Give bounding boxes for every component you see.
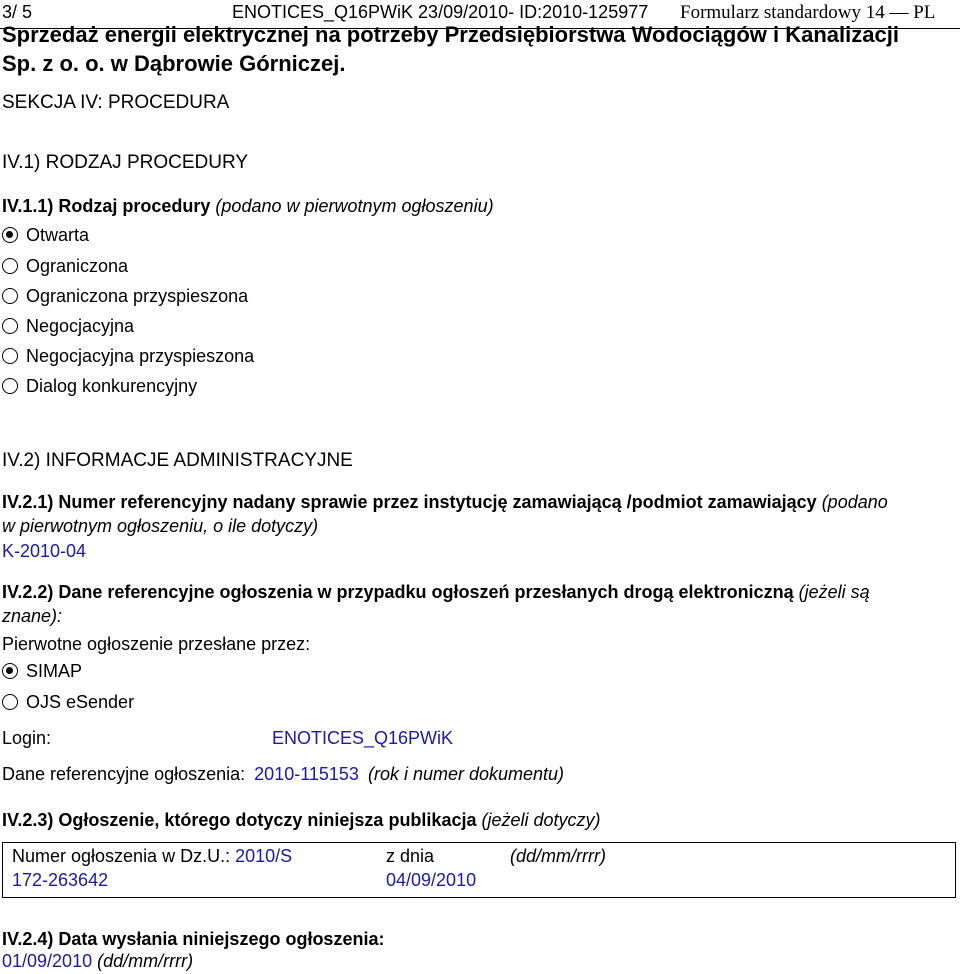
radio-selected-icon — [2, 227, 18, 243]
iv2-3-label: IV.2.3) Ogłoszenie, którego dotyczy niniejsza publikacja — [2, 810, 477, 830]
procedure-option-label: Ograniczona przyspieszona — [26, 286, 249, 306]
iv2-1-note: (podano — [821, 492, 888, 512]
sent-by-option-label: SIMAP — [26, 661, 83, 681]
procedure-option — [2, 316, 134, 337]
procedure-option-label: Otwarta — [26, 225, 90, 245]
procedure-option-label: Negocjacyjna przyspieszona — [26, 346, 255, 366]
procedure-option — [2, 225, 89, 246]
procedure-option — [2, 346, 254, 367]
ojeu-number-value: 2010/S — [235, 846, 293, 866]
date-value: 04/09/2010 — [386, 870, 477, 890]
iv2-3-note: (jeżeli dotyczy) — [481, 810, 601, 830]
radio-empty-icon — [2, 258, 18, 274]
radio-empty-icon — [2, 694, 18, 710]
notice-ref-value: 2010-115153 — [254, 764, 359, 784]
iv2-2-note: (jeżeli są — [798, 582, 870, 602]
radio-empty-icon — [2, 318, 18, 334]
sent-by-option — [2, 692, 134, 713]
page-number: 3/ 5 — [2, 2, 33, 22]
notice-id: ENOTICES_Q16PWiK 23/09/2010- ID:2010-125977 — [232, 2, 649, 22]
iv1-heading: IV.1) RODZAJ PROCEDURY — [2, 152, 248, 173]
iv2-1-label: IV.2.1) Numer referencyjny nadany sprawie przez instytucję zamawiającą /podmiot zamawiający — [2, 492, 817, 512]
iv2-3-heading — [2, 810, 601, 831]
notice-ref-label: Dane referencyjne ogłoszenia: — [2, 764, 246, 784]
procedure-option-label: Negocjacyjna — [26, 316, 135, 336]
sent-by-label: Pierwotne ogłoszenie przesłane przez: — [2, 634, 311, 654]
ojeu-number-row — [12, 846, 292, 867]
dispatch-date-value: 01/09/2010 — [2, 951, 93, 971]
iv1-1-heading — [2, 196, 494, 217]
iv2-2-note-cont: znane): — [2, 606, 63, 626]
dispatch-date-hint: (dd/mm/rrrr) — [97, 951, 194, 971]
dispatch-date-row — [2, 951, 193, 972]
radio-empty-icon — [2, 288, 18, 304]
procedure-option — [2, 256, 128, 277]
sent-by-option — [2, 661, 82, 682]
form-name: Formularz standardowy 14 — PL — [680, 2, 936, 23]
procedure-option-label: Dialog konkurencyjny — [26, 376, 198, 396]
radio-selected-icon — [2, 663, 18, 679]
date-label: z dnia — [386, 846, 435, 866]
procedure-option — [2, 286, 248, 307]
page-title-line2: Sp. z o. o. w Dąbrowie Górniczej. — [2, 51, 346, 76]
procedure-option — [2, 376, 197, 397]
radio-empty-icon — [2, 348, 18, 364]
notice-ref-row — [2, 764, 564, 785]
iv1-1-label: IV.1.1) Rodzaj procedury — [2, 196, 211, 216]
sent-by-option-label: OJS eSender — [26, 692, 135, 712]
page-title-line1: Sprzedaż energii elektrycznej na potrzeby Przedsiębiorstwa Wodociągów i Kanalizacji — [2, 22, 899, 47]
iv2-1-heading — [2, 492, 888, 513]
iv2-heading: IV.2) INFORMACJE ADMINISTRACYJNE — [2, 450, 353, 471]
iv2-1-note-cont: w pierwotnym ogłoszeniu, o ile dotyczy) — [2, 516, 319, 536]
reference-number: K-2010-04 — [2, 541, 87, 561]
iv2-2-heading — [2, 582, 870, 603]
iv2-4-heading: IV.2.4) Data wysłania niniejszego ogłoszenia: — [2, 929, 385, 949]
section-heading: SEKCJA IV: PROCEDURA — [2, 92, 230, 113]
login-value: ENOTICES_Q16PWiK — [272, 728, 454, 748]
radio-empty-icon — [2, 378, 18, 394]
ojeu-number-value-cont: 172-263642 — [12, 870, 109, 890]
date-format-hint: (dd/mm/rrrr) — [510, 846, 606, 866]
login-label: Login: — [2, 728, 52, 748]
iv1-1-note: (podano w pierwotnym ogłoszeniu) — [215, 196, 494, 216]
procedure-option-label: Ograniczona — [26, 256, 129, 276]
iv2-2-label: IV.2.2) Dane referencyjne ogłoszenia w przypadku ogłoszeń przesłanych drogą elektroniczną — [2, 582, 794, 602]
notice-ref-hint: (rok i numer dokumentu) — [367, 764, 565, 784]
ojeu-number-label: Numer ogłoszenia w Dz.U.: — [12, 846, 231, 866]
